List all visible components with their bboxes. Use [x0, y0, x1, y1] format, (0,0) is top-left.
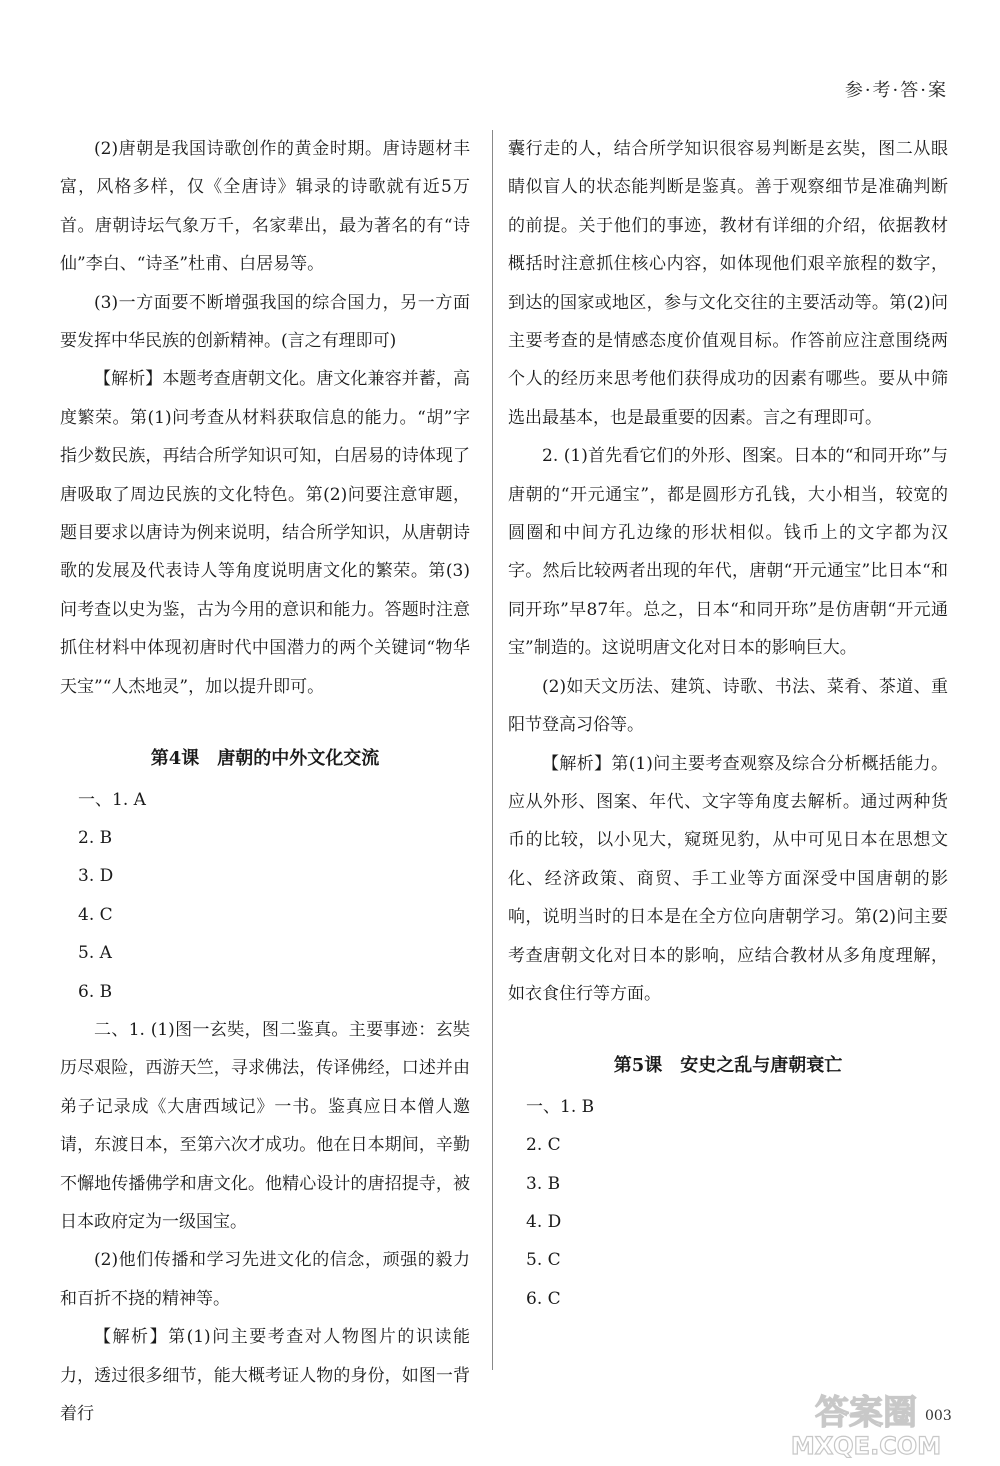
answer-paragraph: (3)一方面要不断增强我国的综合国力，另一方面要发挥中华民族的创新精神。(言之有理即可)	[60, 292, 470, 352]
answer-paragraph: (2)他们传播和学习先进文化的信念，顽强的毅力和百折不挠的精神等。	[60, 1250, 470, 1309]
answer-item: 6. C	[526, 1288, 561, 1309]
answer-item: 6. B	[78, 981, 113, 1002]
answer-item: 3. D	[78, 866, 114, 887]
answer-item: 4. C	[78, 904, 113, 925]
watermark-logo	[716, 1388, 986, 1458]
answer-paragraph: (2)如天文历法、建筑、诗歌、书法、菜肴、茶道、重阳节登高习俗等。	[508, 676, 948, 736]
watermark-line-2: MXQE.COM	[790, 1432, 942, 1458]
answer-item: 3. B	[526, 1173, 561, 1194]
answer-item: 5. C	[526, 1250, 561, 1271]
answer-item: 5. A	[78, 943, 112, 964]
answer-paragraph: (2)唐朝是我国诗歌创作的黄金时期。唐诗题材丰富，风格多样，仅《全唐诗》辑录的诗歌就有近5万首。唐朝诗坛气象万千，名家辈出，最为著名的有“诗仙”李白、“诗圣”杜甫、白居易等。	[60, 139, 470, 275]
page-header: 参·考·答·案	[844, 80, 948, 101]
answer-item: 4. D	[526, 1211, 562, 1232]
analysis-paragraph: 【解析】本题考查唐朝文化。唐文化兼容并蓄，高度繁荣。第(1)问考查从材料获取信息的能力。“胡”字指少数民族，再结合所学知识可知，白居易的诗体现了唐吸取了周边民族的文化特色。第(2)问要注意审题，题目要求以唐诗为例来说明，结合所学知识，从唐朝诗歌的发展及代表诗人等角度说明唐文化的繁荣。第(3)问考查以史为鉴，古为今用的意识和能力。答题时注意抓住材料中体现初唐时代中国潜力的两个关键词“物华天宝”“人杰地灵”，加以提升即可。	[60, 369, 470, 697]
column-divider	[492, 130, 493, 1370]
answer-item: 一、1. A	[78, 789, 146, 810]
left-column	[60, 130, 470, 1433]
lesson-title: 第4课 唐朝的中外文化交流	[150, 748, 380, 770]
watermark-line-1: 答案圈	[815, 1393, 917, 1433]
analysis-paragraph: 【解析】第(1)问主要考查观察及综合分析概括能力。应从外形、图案、年代、文字等角度去解析。通过两种货币的比较，以小见大，窥斑见豹，从中可见日本在思想文化、经济政策、商贸、手工业等方面深受中国唐朝的影响，说明当时的日本是在全方位向唐朝学习。第(2)问主要考查唐朝文化对日本的影响，应结合教材从多角度理解，如衣食住行等方面。	[508, 753, 948, 1004]
answer-item: 2. C	[526, 1135, 561, 1156]
analysis-paragraph: 【解析】第(1)问主要考查对人物图片的识读能力，透过很多细节，能大概考证人物的身份，如图一背着行	[60, 1327, 470, 1424]
answer-paragraph: 二、1. (1)图一玄奘，图二鉴真。主要事迹：玄奘历尽艰险，西游天竺，寻求佛法，传译佛经，口述并由弟子记录成《大唐西域记》一书。鉴真应日本僧人邀请，东渡日本，至第六次才成功。他在日本期间，辛勤不懈地传播佛学和唐文化。他精心设计的唐招提寺，被日本政府定为一级国宝。	[60, 1019, 470, 1232]
lesson-title: 第5课 安史之乱与唐朝衰亡	[613, 1055, 843, 1077]
answer-item: 2. B	[78, 827, 113, 848]
page-number: 003	[925, 1408, 952, 1424]
answer-paragraph: 2. (1)首先看它们的外形、图案。日本的“和同开珎”与唐朝的“开元通宝”，都是圆形方孔钱，大小相当，较宽的圆圈和中间方孔边缘的形状相似。钱币上的文字都为汉字。然后比较两者出现的年代，唐朝“开元通宝”比日本“和同开珎”早87年。总之，日本“和同开珎”是仿唐朝“开元通宝”制造的。这说明唐文化对日本的影响巨大。	[508, 446, 948, 659]
right-column	[508, 130, 948, 1318]
answer-item: 一、1. B	[526, 1096, 595, 1117]
analysis-paragraph: 囊行走的人，结合所学知识很容易判断是玄奘，图二从眼睛似盲人的状态能判断是鉴真。善于观察细节是准确判断的前提。关于他们的事迹，教材有详细的介绍，依据教材概括时注意抓住核心内容，如体现他们艰辛旅程的数字，到达的国家或地区，参与文化交往的主要活动等。第(2)问主要考查的是情感态度价值观目标。作答前应注意围绕两个人的经历来思考他们获得成功的因素有哪些。要从中筛选出最基本，也是最重要的因素。言之有理即可。	[508, 139, 948, 428]
